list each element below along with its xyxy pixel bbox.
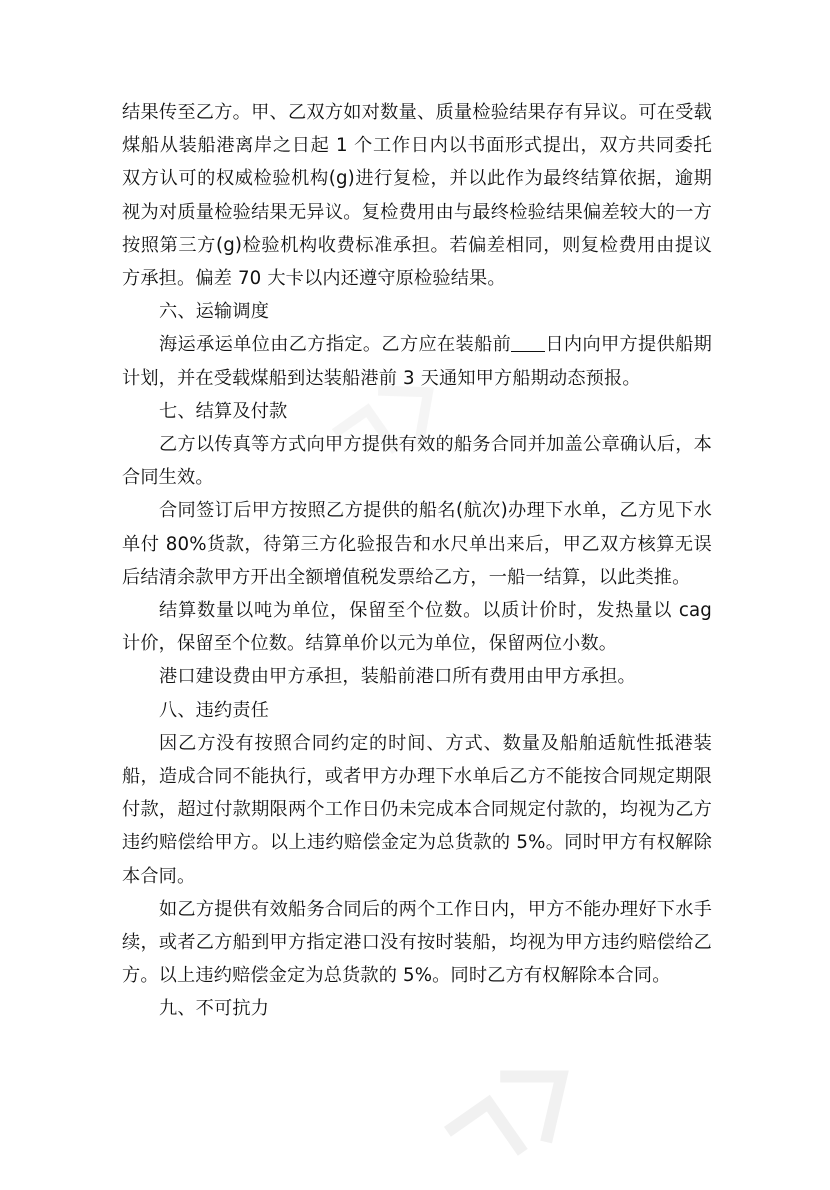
section-heading-breach: 八、违约责任 bbox=[159, 699, 270, 721]
document-body bbox=[122, 96, 712, 1026]
paragraph-text: 海运承运单位由乙方指定。乙方应在装船前 bbox=[159, 334, 512, 356]
paragraph-contract-effective: 乙方以传真等方式向甲方提供有效的船务合同并加盖公章确认后，本合同生效。 bbox=[122, 434, 712, 489]
section-heading-settlement: 七、结算及付款 bbox=[159, 400, 288, 422]
paragraph-quality-dispute: 结果传至乙方。甲、乙双方如对数量、质量检验结果存有异议。可在受载煤船从装船港离岸之日起 1 个工作日内以书面形式提出，双方共同委托双方认可的权威检验机构(g)进行复检，并以此作为最终结算依据，逾期视为对质量检验结果无异议。复检费用由与最终检验结果偏差较大的一方按照第三方(g)检验机构收费标准承担。若偏差相同，则复检费用由提议方承担。偏差 70 大卡以内还遵守原检验结果。 bbox=[122, 102, 712, 290]
fill-in-blank bbox=[511, 333, 545, 352]
paragraph-port-fees: 港口建设费由甲方承担，装船前港口所有费用由甲方承担。 bbox=[159, 666, 636, 688]
paragraph-breach-party-a: 如乙方提供有效船务合同后的两个工作日内，甲方不能办理好下水手续，或者乙方船到甲方指定港口没有按时装船，均视为甲方违约赔偿给乙方。以上违约赔偿金定为总货款的 5%。同时乙方有权解除本合同。 bbox=[122, 898, 712, 987]
paragraph-text: 日内向甲方提供船期计划，并在受载煤船到达装船港前 3 天通知甲方船期动态预报。 bbox=[122, 334, 712, 389]
section-heading-force-majeure: 九、不可抗力 bbox=[159, 998, 270, 1020]
section-heading-transport: 六、运输调度 bbox=[159, 301, 270, 323]
paragraph-breach-party-b: 因乙方没有按照合同约定的时间、方式、数量及船舶适航性抵港装船，造成合同不能执行，或者甲方办理下水单后乙方不能按合同规定期限付款，超过付款期限两个工作日仍未完成本合同规定付款的，均视为乙方违约赔偿给甲方。以上违约赔偿金定为总货款的 5%。同时甲方有权解除本合同。 bbox=[122, 732, 712, 887]
watermark-icon bbox=[430, 1040, 600, 1190]
paragraph-settlement-units: 结算数量以吨为单位，保留至个位数。以质计价时，发热量以 cag 计价，保留至个位数。结算单价以元为单位，保留两位小数。 bbox=[122, 600, 712, 655]
paragraph-payment-process: 合同签订后甲方按照乙方提供的船名(航次)办理下水单，乙方见下水单付 80%货款，待第三方化验报告和水尺单出来后，甲乙双方核算无误后结清余款甲方开出全额增值税发票给乙方，一船一结算，以此类推。 bbox=[122, 500, 712, 588]
paragraph-shipping-carrier bbox=[122, 328, 712, 394]
